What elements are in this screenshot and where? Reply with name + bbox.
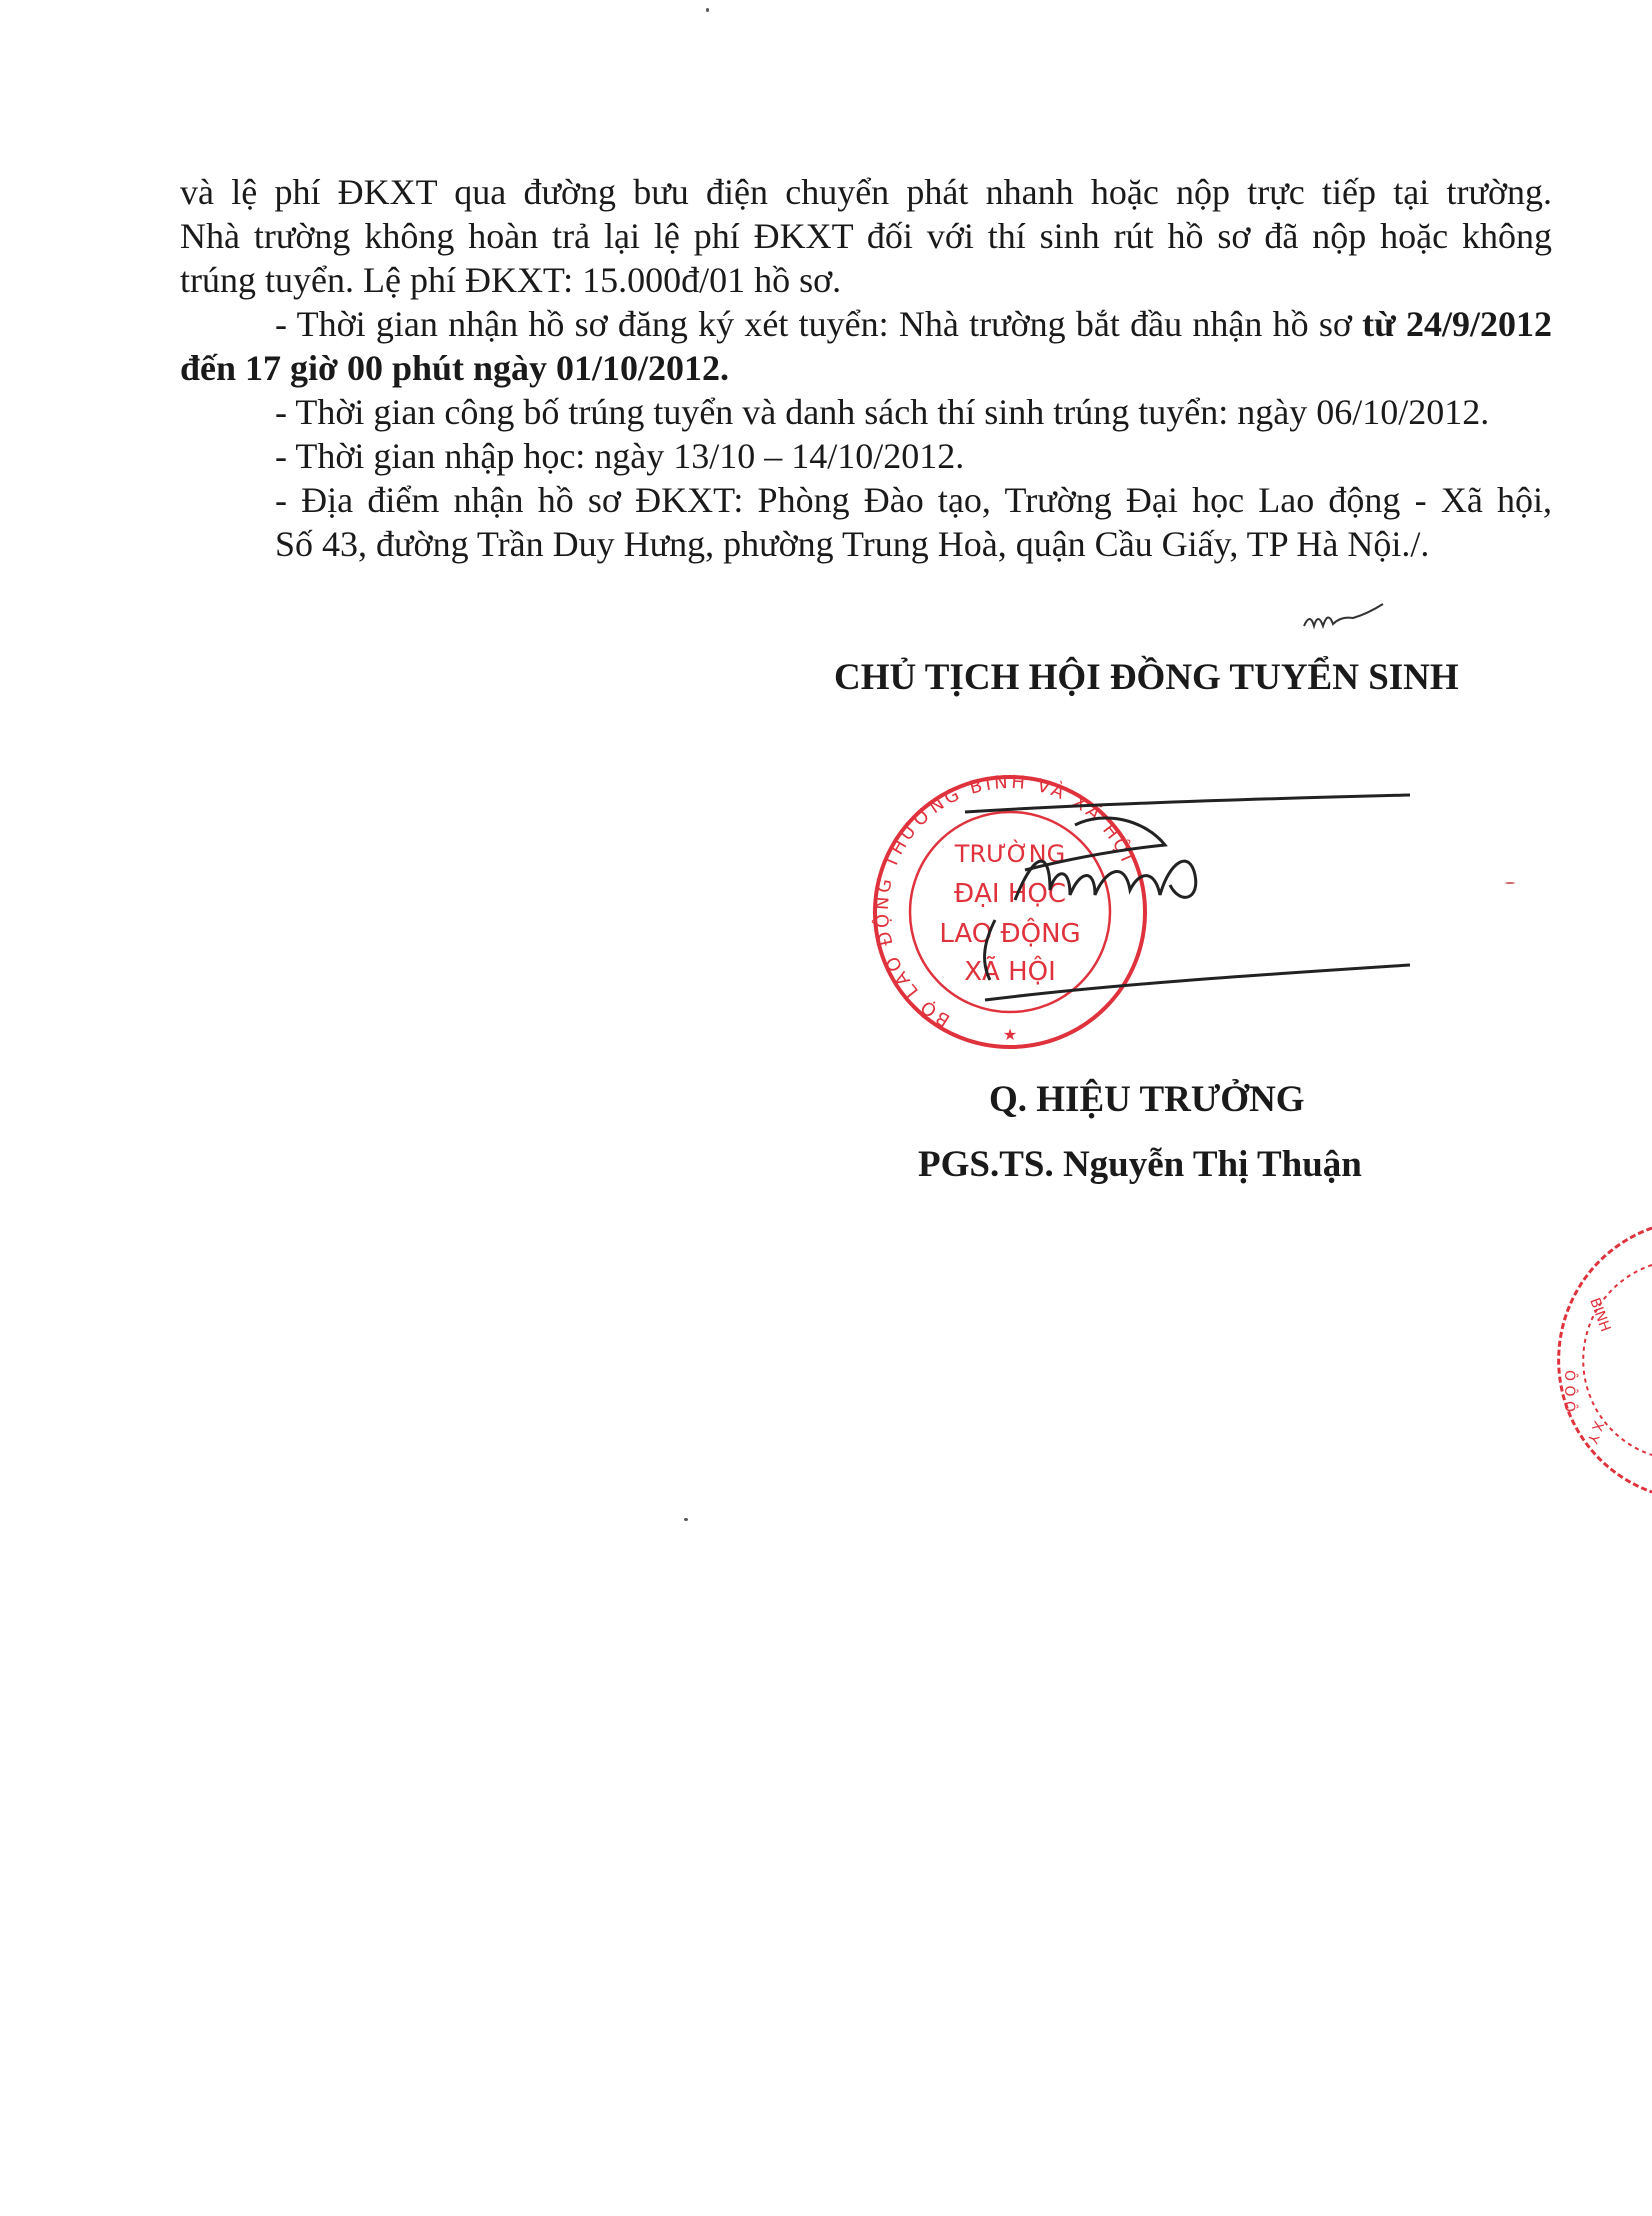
receive-period-dates: từ 24/9/2012 đến 17 giờ 00 phút ngày 01/10/2012. <box>180 304 1552 388</box>
scan-speck <box>1505 882 1515 884</box>
location-line-2: Số 43, đường Trần Duy Hưng, phường Trung Hoà, quận Cầu Giấy, TP Hà Nội./. <box>275 524 1430 564</box>
svg-text:TRƯỜNG: TRƯỜNG <box>954 840 1066 868</box>
svg-text:LAO ĐỘNG: LAO ĐỘNG <box>939 919 1081 949</box>
paragraph-announcement: - Thời gian công bố trúng tuyển và danh sách thí sinh trúng tuyển: ngày 06/10/2012. <box>275 392 1490 432</box>
svg-text:BỘ LAO ĐỘNG THƯƠNG BINH VÀ XÃ: BỘ LAO ĐỘNG THƯƠNG BINH VÀ XÃ HỘI <box>871 771 1139 1031</box>
svg-text:BINH: BINH <box>1586 1295 1614 1335</box>
paragraph-fee <box>180 170 1552 302</box>
location-line-1: - Địa điểm nhận hồ sơ ĐKXT: Phòng Đào tạo, Trường Đại học Lao động - Xã hội, <box>275 480 1552 520</box>
svg-text:X Y: X Y <box>1583 1418 1607 1446</box>
paragraph-enrollment: - Thời gian nhập học: ngày 13/10 – 14/10/2012. <box>275 436 965 476</box>
scan-speck <box>684 1518 688 1521</box>
document-body <box>180 170 1552 566</box>
partial-seal <box>1505 1220 1652 1500</box>
signer-name: PGS.TS. Nguyễn Thị Thuận <box>918 1144 1362 1185</box>
receive-period-text: - Thời gian nhận hồ sơ đăng ký xét tuyển: Nhà trường bắt đầu nhận hồ sơ <box>275 304 1363 344</box>
svg-text:Ô Ô Ô: Ô Ô Ô <box>1561 1370 1577 1412</box>
paragraph-location <box>180 478 1552 566</box>
svg-text:★: ★ <box>1002 1027 1018 1044</box>
svg-text:ĐẠI HỌC: ĐẠI HỌC <box>953 879 1067 909</box>
text-line: trúng tuyển. Lệ phí ĐKXT: 15.000đ/01 hồ sơ. <box>180 260 842 300</box>
svg-text:XÃ HỘI: XÃ HỘI <box>964 957 1056 987</box>
initials-mark <box>1300 596 1400 636</box>
text-line: và lệ phí ĐKXT qua đường bưu điện chuyển phát nhanh hoặc nộp trực tiếp tại trường. <box>180 172 1552 212</box>
signer-role: Q. HIỆU TRƯỞNG <box>989 1079 1305 1120</box>
paragraph-receive-period <box>180 302 1552 390</box>
scan-speck <box>706 8 709 12</box>
handwritten-signature <box>955 790 1415 1020</box>
committee-title: CHỦ TỊCH HỘI ĐỒNG TUYỂN SINH <box>834 657 1459 698</box>
text-line: Nhà trường không hoàn trả lại lệ phí ĐKXT đối với thí sinh rút hồ sơ đã nộp hoặc không <box>180 216 1552 256</box>
